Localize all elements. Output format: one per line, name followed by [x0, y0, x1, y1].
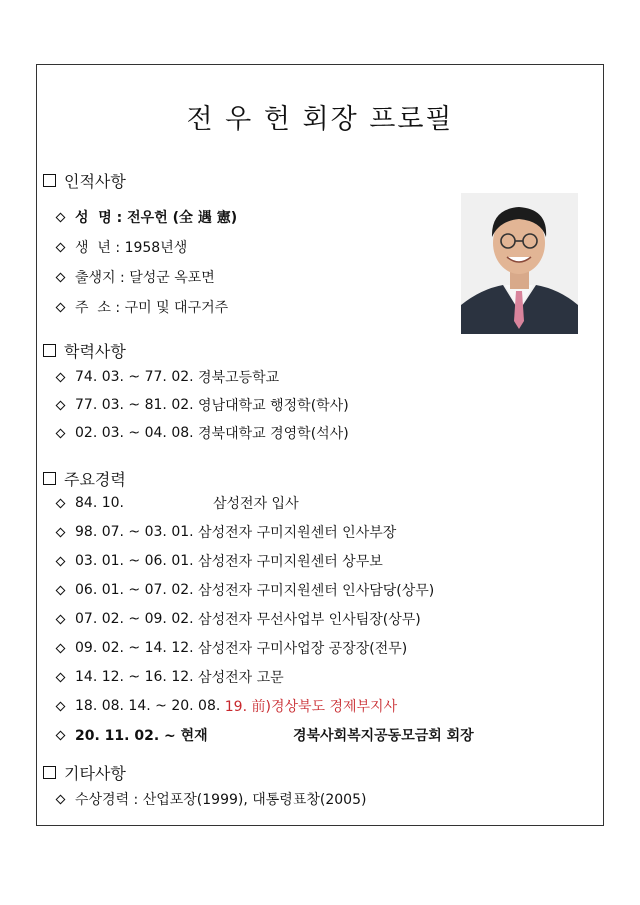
portrait-illustration	[461, 193, 578, 334]
career-item-7: 14. 12. ~ 16. 12. 삼성전자 고문	[57, 667, 284, 687]
diamond-bullet-icon	[56, 585, 66, 595]
section-career-header: 주요경력	[43, 467, 126, 490]
diamond-bullet-icon	[56, 672, 66, 682]
career-item-3: 03. 01. ~ 06. 01. 삼성전자 구미지원센터 상무보	[57, 551, 383, 571]
career-item-5: 07. 02. ~ 09. 02. 삼성전자 무선사업부 인사팀장(상무)	[57, 609, 421, 629]
personal-birth-row: 생 년 : 1958년생	[57, 237, 187, 257]
checkbox-square-icon	[43, 766, 56, 779]
checkbox-square-icon	[43, 472, 56, 485]
diamond-bullet-icon	[56, 556, 66, 566]
career-item-9: 20. 11. 02. ~ 현재 경북사회복지공동모금회 회장	[57, 725, 474, 745]
education-item-1: 74. 03. ~ 77. 02. 경북고등학교	[57, 367, 279, 387]
diamond-bullet-icon	[56, 498, 66, 508]
personal-address-row: 주 소 : 구미 및 대구거주	[57, 297, 228, 317]
checkbox-square-icon	[43, 344, 56, 357]
section-education-header: 학력사항	[43, 339, 126, 362]
diamond-bullet-icon	[56, 400, 66, 410]
diamond-bullet-icon	[56, 272, 66, 282]
career-item-4: 06. 01. ~ 07. 02. 삼성전자 구미지원센터 인사담당(상무)	[57, 580, 434, 600]
page-title: 전 우 헌 회장 프로필	[186, 104, 454, 135]
career-item-1: 84. 10. 삼성전자 입사	[57, 493, 299, 513]
section-other-header: 기타사항	[43, 761, 126, 784]
diamond-bullet-icon	[56, 730, 66, 740]
diamond-bullet-icon	[56, 302, 66, 312]
diamond-bullet-icon	[56, 614, 66, 624]
diamond-bullet-icon	[56, 794, 66, 804]
checkbox-square-icon	[43, 174, 56, 187]
diamond-bullet-icon	[56, 372, 66, 382]
section-personal-header: 인적사항	[43, 169, 126, 192]
career-item-8: 18. 08. 14. ~ 20. 08. 19. 前)경상북도 경제부지사	[57, 696, 397, 716]
personal-name-row: 성 명 : 전우헌 (全 遇 憲)	[57, 207, 237, 227]
diamond-bullet-icon	[56, 643, 66, 653]
other-item-1: 수상경력 : 산업포장(1999), 대통령표창(2005)	[57, 789, 366, 809]
diamond-bullet-icon	[56, 701, 66, 711]
profile-photo	[461, 193, 578, 334]
diamond-bullet-icon	[56, 527, 66, 537]
personal-birthplace-row: 출생지 : 달성군 옥포면	[57, 267, 215, 287]
diamond-bullet-icon	[56, 428, 66, 438]
education-item-3: 02. 03. ~ 04. 08. 경북대학교 경영학(석사)	[57, 423, 349, 443]
diamond-bullet-icon	[56, 242, 66, 252]
profile-document	[36, 64, 604, 826]
education-item-2: 77. 03. ~ 81. 02. 영남대학교 행정학(학사)	[57, 395, 349, 415]
career-item-6: 09. 02. ~ 14. 12. 삼성전자 구미사업장 공장장(전무)	[57, 638, 407, 658]
career-item-2: 98. 07. ~ 03. 01. 삼성전자 구미지원센터 인사부장	[57, 522, 396, 542]
diamond-bullet-icon	[56, 212, 66, 222]
highlight-text: 19. 前)경상북도 경제부지사	[224, 699, 398, 715]
